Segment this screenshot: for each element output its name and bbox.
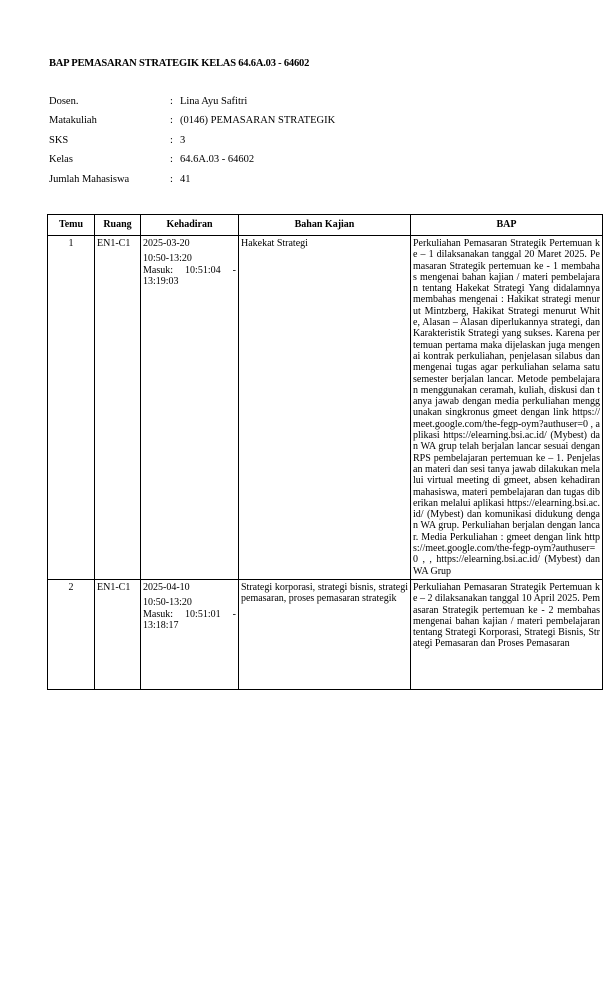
info-label: Matakuliah <box>49 115 97 127</box>
page-title: BAP PEMASARAN STRATEGIK KELAS 64.6A.03 - 64602 <box>49 58 310 69</box>
info-colon: : <box>170 96 173 107</box>
attendance-masuk: Masuk: 10:51:01 - 13:18:17 <box>143 608 236 631</box>
info-colon: : <box>170 115 173 127</box>
cell-kehadiran <box>141 236 239 580</box>
info-row-jumlah-mahasiswa <box>49 174 335 193</box>
cell-ruang: EN1-C1 <box>95 579 141 689</box>
bap-table <box>47 214 603 690</box>
cell-bap: Perkuliahan Pemasaran Strategik Pertemuan ke – 1 dilaksanakan tanggal 20 Maret 2025. Pemasaran Strategik pertemuan ke - 1 membahas mengenai bahan kajian / materi pembelajaran tentang Hakekat Strategi Yang didalamnya membahas mengenai : Hakikat strategi menurut Mintzberg, Hakikat Strategi menurut White, Alasan – Alasan diperlukannya strategi, dan Karakteristik Strategi yang sukses. Karena pertemuan pertama maka dijelaskan juga mengenai kontrak perkuliahan, penjelasan silabus dan mengenai tugas agar perkuliahan selama satu semester berjalan lancar. Metode pembelajaran menggunakan ceramah, kuliah, diskusi dan tanya jawab dengan media perkuliahan menggunakan singkronus gmeet dengan link https://meet.google.com/the-fegp-oym?authuser=0 , aplikasi https://elearning.bsi.ac.id/ (Mybest) dan WA grup telah berjalan lancar sesuai dengan RPS pembelajaran pertemuan ke – 1. Penjelasan materi dan sesi tanya jawab dilakukan melalui virtual meeting di gmeet, absen kehadiran mahasiswa, materi pembelajaran dan tugas diberikan melalui aplikasi https://elearning.bsi.ac.id/ (Mybest) dan komunikasi didukung dengan WA grup. Perkuliahan berjalan dengan lancar. Media Perkuliahan : gmeet dengan link https://meet.google.com/the-fegp-oym?authuser=0 , , https://elearning.bsi.ac.id/ (Mybest) dan WA Grup <box>411 236 603 580</box>
info-value: (0146) PEMASARAN STRATEGIK <box>180 115 336 127</box>
cell-bap-wrap <box>411 579 603 689</box>
attendance-date: 2025-04-10 <box>143 581 190 593</box>
attendance-date: 2025-03-20 <box>143 238 190 249</box>
info-colon: : <box>170 154 173 166</box>
cell-kehadiran <box>141 579 239 689</box>
info-value: 64.6A.03 - 64602 <box>180 154 255 166</box>
info-value: Lina Ayu Safitri <box>180 96 248 107</box>
cell-ruang: EN1-C1 <box>95 236 141 580</box>
cell-temu: 1 <box>48 236 95 580</box>
attendance-time: 10:50-13:20 <box>143 253 192 265</box>
cell-bahan-kajian: Hakekat Strategi <box>239 236 411 580</box>
col-header-kehadiran: Kehadiran <box>141 215 239 236</box>
table-header-row <box>48 215 603 236</box>
cell-temu: 2 <box>48 579 95 689</box>
col-header-bahan-kajian: Bahan Kajian <box>239 215 411 236</box>
info-value: 3 <box>180 134 186 146</box>
col-header-temu: Temu <box>48 215 95 236</box>
info-row-kelas <box>49 154 335 173</box>
info-label: Dosen. <box>49 96 79 107</box>
col-header-bap: BAP <box>411 215 603 236</box>
table-row <box>48 579 603 689</box>
col-header-ruang: Ruang <box>95 215 141 236</box>
info-colon: : <box>170 134 173 146</box>
info-row-dosen <box>49 96 335 115</box>
cell-bahan-kajian: Strategi korporasi, strategi bisnis, strategi pemasaran, proses pemasaran strategik <box>239 579 411 689</box>
info-label: SKS <box>49 134 69 146</box>
info-colon: : <box>170 173 173 185</box>
attendance-masuk: Masuk: 10:51:04 - 13:19:03 <box>143 264 236 287</box>
info-value: 41 <box>180 173 191 185</box>
course-info <box>49 96 335 193</box>
cell-bap: Perkuliahan Pemasaran Strategik Pertemuan ke – 2 dilaksanakan tanggal 10 April 2025. Pemasaran Strategik pertemuan ke - 2 membahas mengenai bahan kajian / materi pembelajaran tentang Strategi Korporasi, Strategi Bisnis, Strategi Pemasaran dan Proses Pemasaran <box>413 581 600 650</box>
attendance-time: 10:50-13:20 <box>143 597 192 609</box>
info-label: Kelas <box>49 154 73 166</box>
info-row-sks <box>49 135 335 154</box>
info-row-matakuliah <box>49 115 335 134</box>
table-row <box>48 236 603 580</box>
info-label: Jumlah Mahasiswa <box>49 173 130 185</box>
